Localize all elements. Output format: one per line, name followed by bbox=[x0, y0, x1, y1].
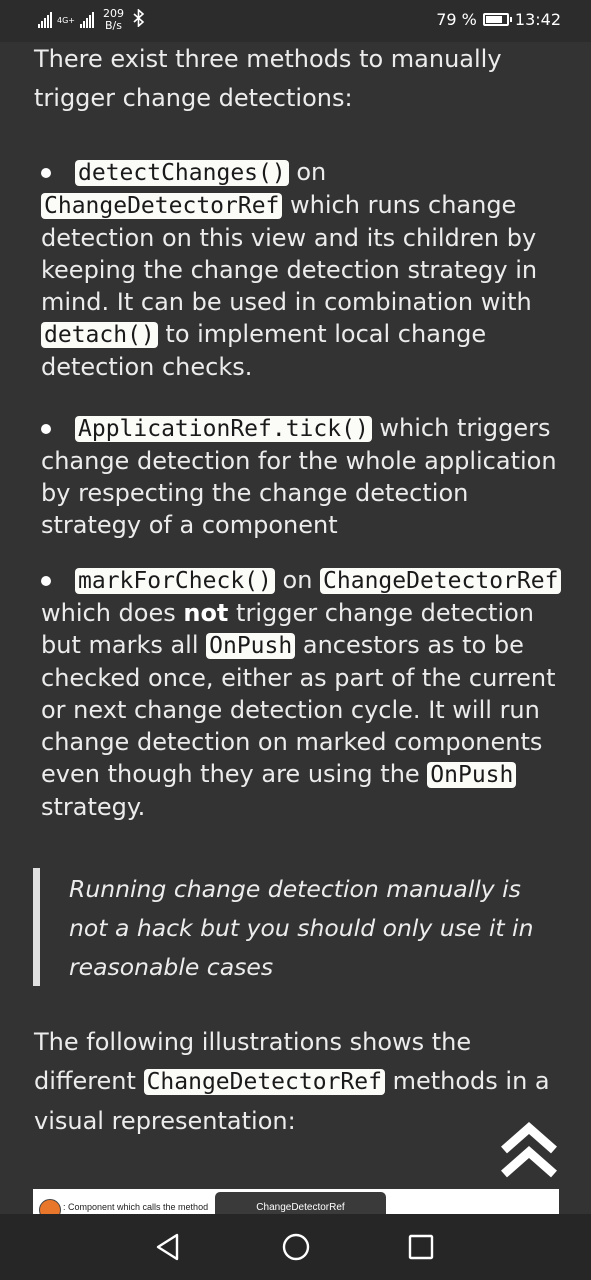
bullet-dot bbox=[41, 424, 51, 434]
bullet-text: strategy. bbox=[41, 793, 146, 821]
status-bar bbox=[0, 0, 591, 42]
clock: 13:42 bbox=[514, 10, 561, 29]
bullet-text: to implement local change detection checks. bbox=[41, 320, 487, 381]
bullet-text: trigger change detection but marks all bbox=[41, 599, 535, 659]
bullet-text: which does bbox=[41, 599, 184, 627]
navigation-bar bbox=[0, 1214, 591, 1280]
bullet-text: which triggers change detection for the whole application by respecting the change detection strategy of a component bbox=[41, 414, 557, 539]
outro-text: The following illustrations shows the different bbox=[34, 1028, 472, 1095]
code-mark-for-check: markForCheck() bbox=[75, 568, 275, 594]
scroll-to-top-button[interactable] bbox=[496, 1120, 562, 1182]
diagram-image bbox=[33, 1189, 559, 1214]
outro-paragraph bbox=[34, 1023, 564, 1141]
list-item bbox=[41, 412, 563, 541]
outro-text: methods in a visual representation: bbox=[34, 1067, 550, 1135]
signal-icon-2 bbox=[80, 12, 94, 28]
legend-label: : Component which calls the method bbox=[63, 1202, 209, 1212]
code-detach: detach() bbox=[41, 322, 158, 348]
list-item bbox=[41, 156, 563, 383]
bullet-text: on bbox=[288, 158, 327, 186]
emphasis-not: not bbox=[183, 599, 229, 627]
nav-home-button[interactable] bbox=[280, 1231, 312, 1263]
intro-paragraph: There exist three methods to manually trigger change detections: bbox=[34, 45, 502, 112]
code-change-detector-ref: ChangeDetectorRef bbox=[41, 193, 282, 219]
article-content bbox=[0, 42, 591, 1214]
network-speed bbox=[103, 8, 124, 32]
bullet-text: ancestors as to be checked once, either as part of the current or next change detection cycle. It will run change detection on marked components even though they are using the bbox=[41, 631, 556, 788]
battery-icon bbox=[483, 13, 509, 26]
network-type: 4G+ bbox=[57, 15, 75, 25]
code-detect-changes: detectChanges() bbox=[75, 160, 289, 186]
bluetooth-icon bbox=[133, 9, 145, 31]
legend-dot bbox=[39, 1199, 61, 1214]
bullet-text: on bbox=[274, 566, 321, 594]
blockquote: Running change detection manually is not a hack but you should only use it in reasonable cases bbox=[33, 868, 563, 986]
diagram-box: ChangeDetectorRef bbox=[215, 1192, 386, 1214]
code-onpush-2: OnPush bbox=[427, 762, 516, 788]
status-left bbox=[38, 8, 145, 32]
bullet-dot bbox=[41, 168, 51, 178]
triangle-back-icon bbox=[153, 1231, 185, 1263]
code-change-detector-ref: ChangeDetectorRef bbox=[320, 568, 561, 594]
square-recents-icon bbox=[405, 1231, 437, 1263]
bullet-dot bbox=[41, 576, 51, 586]
code-change-detector-ref: ChangeDetectorRef bbox=[144, 1069, 385, 1095]
status-right bbox=[436, 10, 561, 29]
code-onpush: OnPush bbox=[206, 633, 295, 659]
list-item bbox=[41, 564, 563, 823]
signal-icon bbox=[38, 12, 52, 28]
battery-percent: 79 % bbox=[436, 10, 477, 29]
bullet-text: which runs change detection on this view and its children by keeping the change detection strategy in mind. It can be used in combination with bbox=[41, 191, 538, 316]
circle-home-icon bbox=[280, 1231, 312, 1263]
nav-back-button[interactable] bbox=[153, 1231, 185, 1263]
nav-recents-button[interactable] bbox=[405, 1231, 437, 1263]
speed-value: 209 bbox=[103, 7, 124, 20]
double-chevron-up-icon bbox=[496, 1120, 562, 1182]
code-application-ref-tick: ApplicationRef.tick() bbox=[75, 416, 372, 442]
speed-unit: B/s bbox=[105, 19, 122, 32]
